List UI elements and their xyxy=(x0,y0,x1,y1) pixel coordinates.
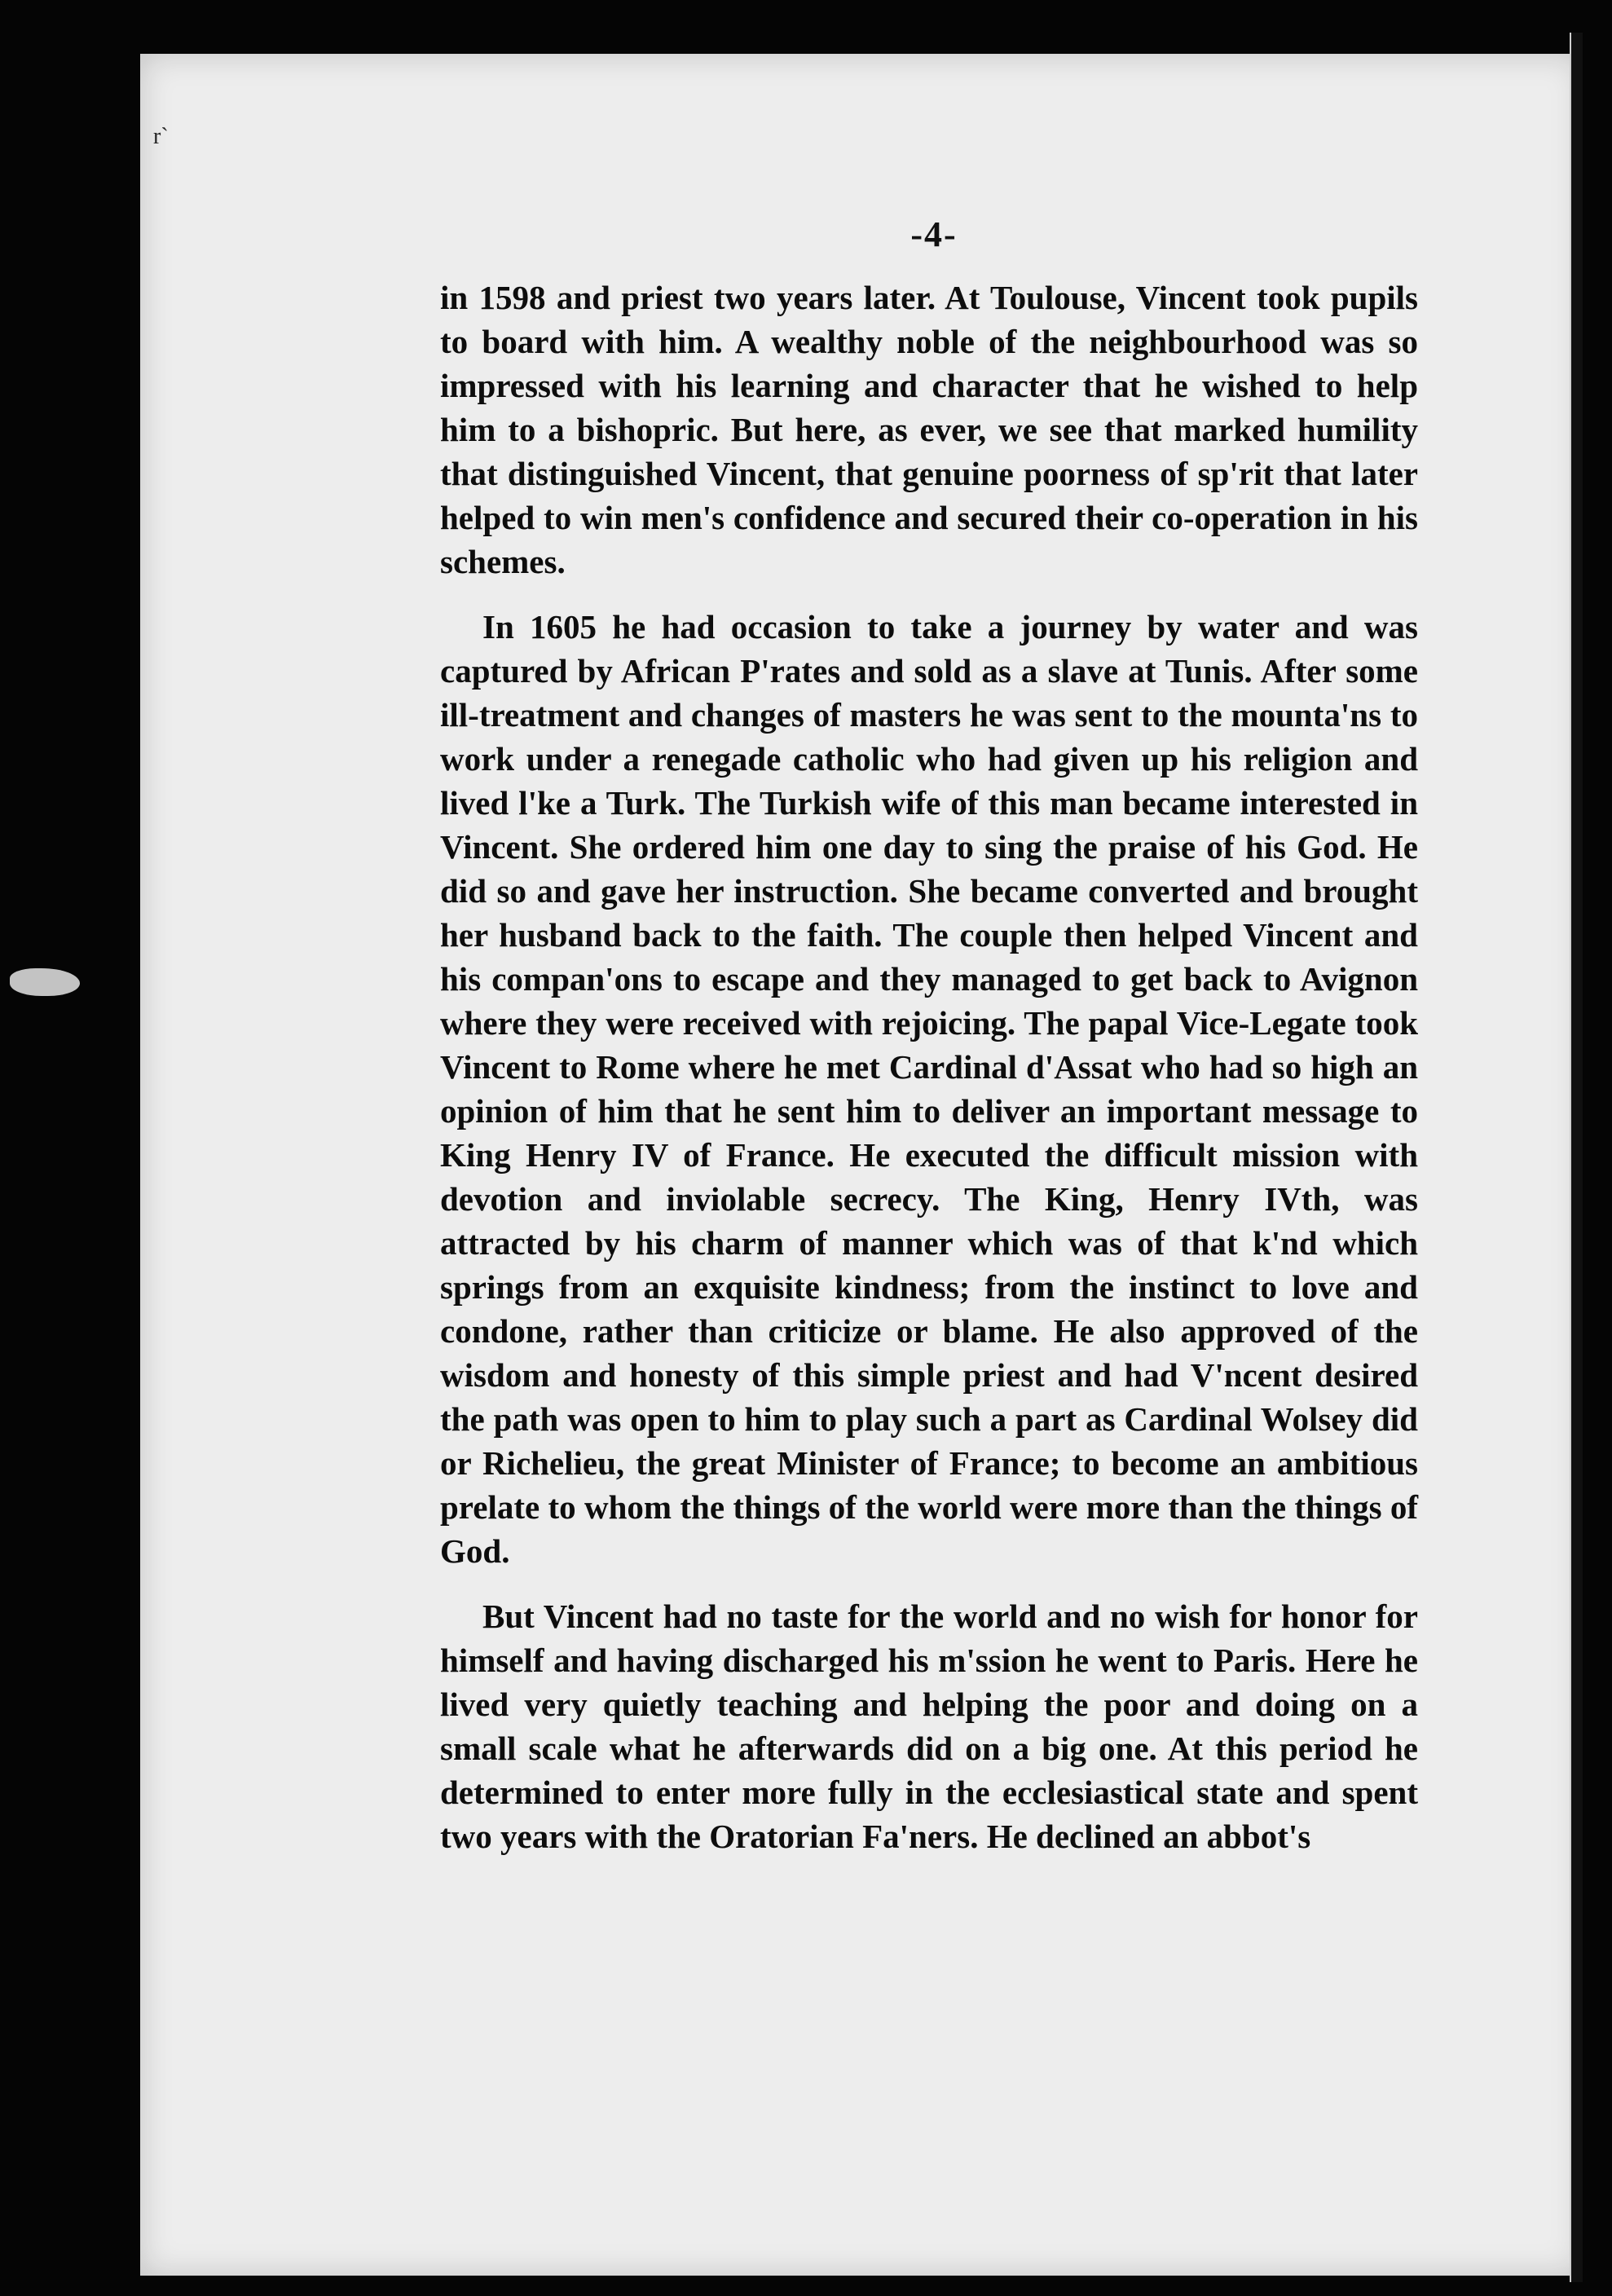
page-edge xyxy=(1570,33,1583,2282)
scan-artifact xyxy=(10,968,80,996)
paragraph: In 1605 he had occasion to take a journey by water and was captured by African P'rates and sold as a slave at Tunis. After some ill-treatment and changes of masters he was sent to the mounta'ns to work under a renegade catholic who had given up his religion and lived l'ke a Turk. The Turkish wife of this man became interested in Vincent. She ordered him one day to sing the praise of his God. He did so and gave her instruction. She became converted and brought her husband back to the faith. The couple then helped Vincent and his compan'ons to escape and they managed to get back to Avignon where they were received with rejoicing. The papal Vice-Legate took Vincent to Rome where he met Cardinal d'Assat who had so high an opinion of him that he sent him to deliver an important message to King Henry IV of France. He executed the difficult mission with devotion and inviolable secrecy. The King, Henry IVth, was attracted by his charm of manner which was of that k'nd which springs from an exquisite kindness; from the instinct to love and condone, rather than criticize or blame. He also approved of the wisdom and honesty of this simple priest and had V'ncent desired the path was open to him to play such a part as Cardinal Wolsey did or Richelieu, the great Minister of France; to become an ambitious prelate to whom the things of the world were more than the things of God. xyxy=(440,608,1418,1570)
body-text xyxy=(440,275,1418,1880)
paragraph: in 1598 and priest two years later. At Toulouse, Vincent took pupils to board with him. A wealthy noble of the neighbourhood was so impressed with his learning and character that he wished to help him to a bishopric. But here, as ever, we see that marked humility that distinguished Vincent, that genuine poorness of sp'rit that later helped to win men's confidence and secured their co-operation in his schemes. xyxy=(440,279,1418,580)
page-number: -4- xyxy=(910,214,958,254)
margin-mark: r` xyxy=(153,124,169,149)
paragraph: But Vincent had no taste for the world and no wish for honor for himself and having discharged his m'ssion he went to Paris. Here he lived very quietly teaching and helping the poor and doing on a small scale what he afterwards did on a big one. At this period he determined to enter more fully in the ecclesiastical state and spent two years with the Oratorian Fa'ners. He declined an abbot's xyxy=(440,1598,1418,1855)
